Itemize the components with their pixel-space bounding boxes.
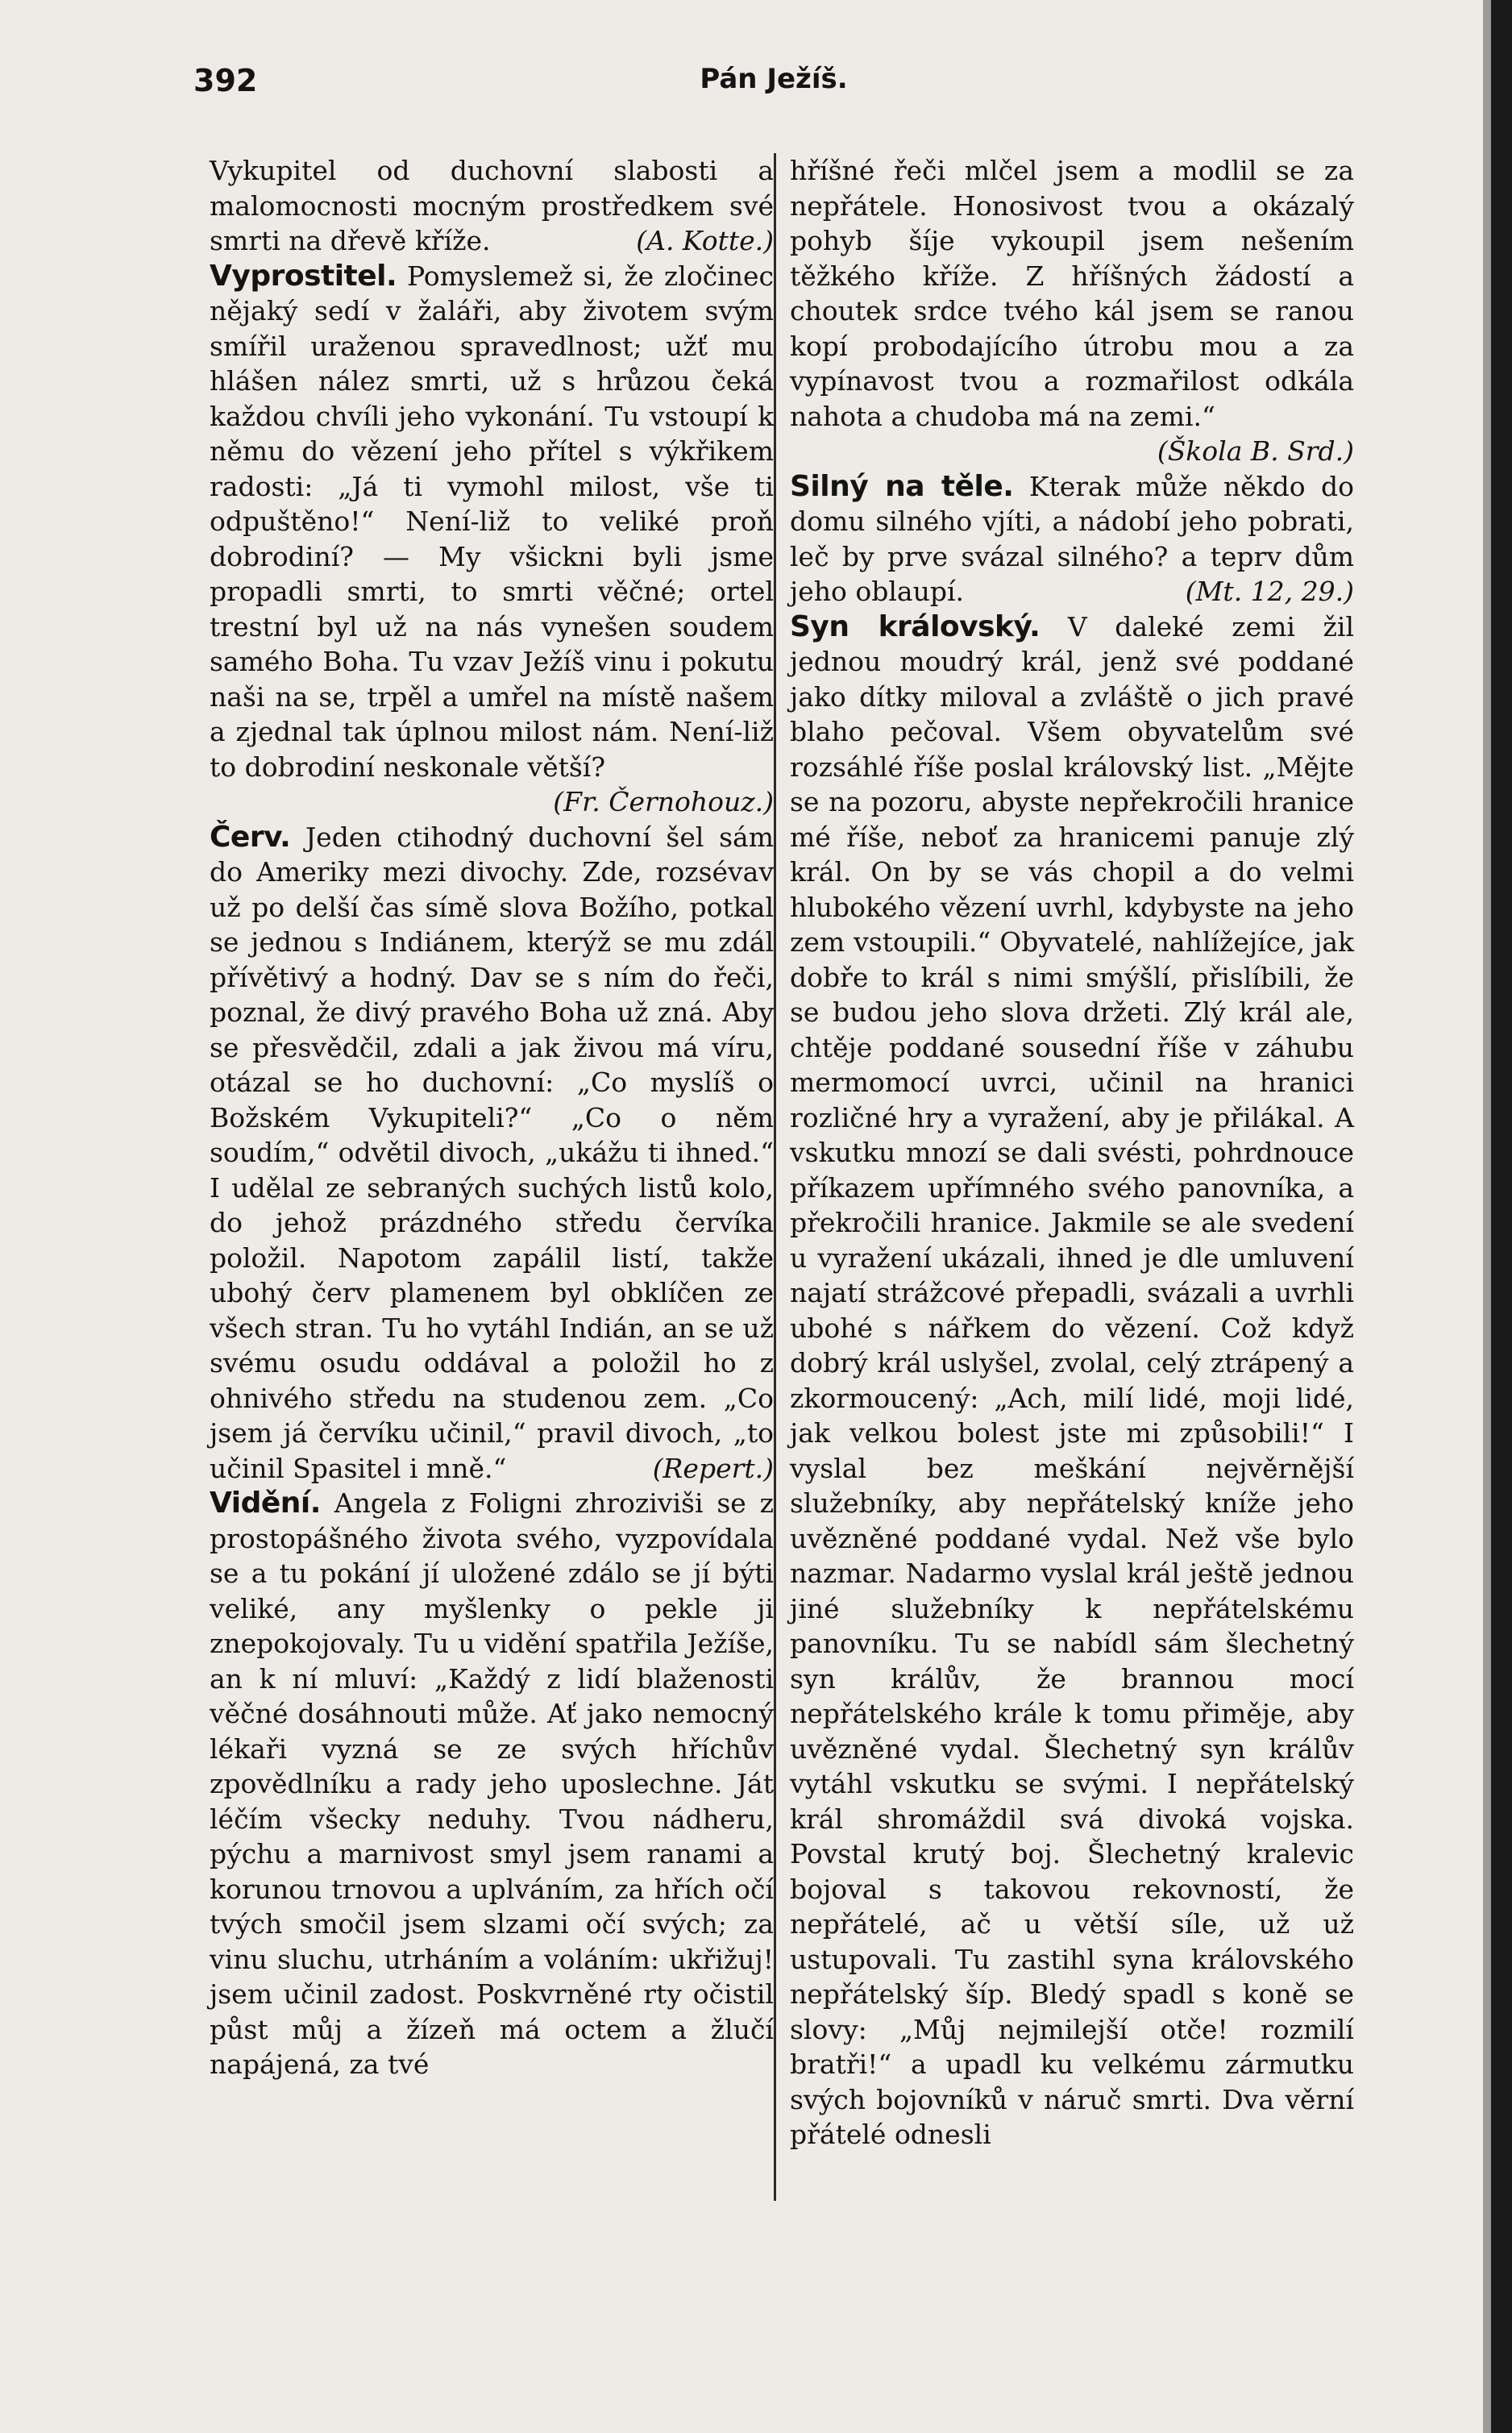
entry-source: (A. Kotte.) (636, 225, 774, 256)
left-column (210, 153, 774, 2082)
entry-term: Vidění. (210, 1487, 321, 1520)
entry-source: (Mt. 12, 29.) (1185, 576, 1354, 607)
entry-term: Červ. (210, 820, 291, 854)
entry-paragraph (790, 153, 1354, 467)
entry-source: (Škola B. Srd.) (1157, 435, 1354, 467)
entry-text: Angela z Foligni zhroziviši se z prostopášného života svého, vyzpovídala se a tu pokání jí uložené zdálo se jí býti veliké, any myšlenky o pekle ji znepokojovaly. Tu u vidění spatřila Ježíše, an k ní mluví: „Každý z lidí blaženosti věčné dosáhnouti může. Ať jako nemocný lékaři vyzná se ze svých hříchův zpovědlníku a rady jeho uposlechne. Ját léčím všecky neduhy. Tvou nádheru, pýchu a marnivost smyl jsem ranami a korunou trnovou a uplváním, za hřích očí tvých smočil jsem slzami očí svých; za vinu sluchu, utrháním a voláním: ukřižuj! jsem učinil zadost. Poskvrněné rty očistil půst můj a žízeň má octem a žlučí napájená, za tvé (210, 1487, 775, 2080)
page-edge-shadow (1483, 0, 1491, 2433)
running-head: Pán Ježíš. (700, 63, 848, 95)
entry-text: Kterak může někdo do domu silného vjíti, a nádobí jeho pobrati, leč by prve svázal silného? a teprv dům jeho oblaupí. (790, 470, 1354, 607)
right-column (790, 153, 1354, 2152)
entry-term: Syn královský. (790, 609, 1041, 643)
scan-border (1491, 0, 1512, 2433)
entry-text: Vykupitel od duchovní slabosti a malomocnosti mocným prostředkem své smrti na dřevě kříže. (210, 155, 774, 256)
entry-source: (Repert.) (652, 1452, 774, 1484)
entry-paragraph (790, 609, 1354, 2152)
column-divider (774, 153, 776, 2201)
entry-paragraph (210, 820, 774, 1487)
entry-paragraph (210, 1486, 774, 2082)
entry-text: Pomyslemež si, že zločinec nějaký sedí v žaláři, aby životem svým smířil uraženou spravedlnost; užť mu hlášen nález smrti, už s hrůzou čeká každou chvíli jeho vykonání. Tu vstoupí k němu do vězení jeho přítel s výkřikem radosti: „Já ti vymohl milost, vše ti odpuštěno!“ Není-liž to veliké proň dobrodiní? — My všickni byli jsme propadli smrti, to smrti věčné; ortel trestní byl už na nás vynešen soudem samého Boha. Tu vzav Ježíš vinu i pokutu naši na se, trpěl a umřel na místě našem a zjednal tak úplnou milost nám. Není-liž to dobrodiní neskonale větší? (210, 260, 774, 783)
entry-paragraph (210, 153, 774, 259)
entry-term: Silný na těle. (790, 469, 1014, 503)
entry-paragraph (210, 259, 774, 817)
entry-text: Jeden ctihodný duchovní šel sám do Ameriky mezi divochy. Zde, rozsévav už po delší čas símě slova Božího, potkal se jednou s Indiánem, kterýž se mu zdál přívětivý a hodný. Dav se s ním do řeči, poznal, že divý pravého Boha už zná. Aby se přesvědčil, zdali a jak živou má víru, otázal se ho duchovní: „Co myslíš o Božském Vykupiteli?“ „Co o něm soudím,“ odvětil divoch, „ukážu ti ihned.“ I udělal ze sebraných suchých listů kolo, do jehož prázdného středu červíka položil. Napotom zapálil listí, takže ubohý červ plamenem byl obklíčen ze všech stran. Tu ho vytáhl Indián, an se už svému osudu oddával a položil ho z ohnivého středu na studenou zem. „Co jsem já červíku učinil,“ pravil divoch, „to učinil Spasitel i mně.“ (210, 821, 774, 1484)
page-number: 392 (193, 63, 258, 98)
entry-text: V daleké zemi žil jednou moudrý král, jenž své poddané jako dítky miloval a zvláště o jich pravé blaho pečoval. Všem obyvatelům své rozsáhlé říše poslal královský list. „Mějte se na pozoru, abyste nepřekročili hranice mé říše, neboť za hranicemi panuje zlý král. On by se vás chopil a do velmi hlubokého vězení uvrhl, kdybyste na jeho zem vstoupili.“ Obyvatelé, nahlížejíce, jak dobře to král s nimi smýšlí, přislíbili, že se budou jeho slova držeti. Zlý král ale, chtěje poddané sousední říše v záhubu mermomocí uvrci, učinil na hranici rozličné hry a vyražení, aby je přilákal. A vskutku mnozí se dali svésti, pohrdnouce příkazem upřímného svého panovníka, a překročili hranice. Jakmile se ale svedení u vyražení ukázali, ihned je dle umluvení najatí strážcové přepadli, svázali a uvrhli ubohé s nářkem do vězení. Což když dobrý král uslyšel, zvolal, celý ztrápený a zkormoucený: „Ach, milí lidé, moji lidé, jak velkou bolest jste mi způsobili!“ I vyslal bez meškání nejvěrnější služebníky, aby nepřátelský kníže jeho uvězněné poddané vydal. Než vše bylo nazmar. Nadarmo vyslal král ještě jednou jiné služebníky k nepřátelskému panovníku. Tu se nabídl sám šlechetný syn králův, že brannou mocí nepřátelského krále k tomu přiměje, aby uvězněné vydal. Šlechetný syn králův vytáhl vskutku se svými. I nepřátelský král shromáždil svá divoká vojska. Povstal krutý boj. Šlechetný kralevic bojoval s takovou rekovností, že nepřátelé, ač u větší síle, už už ustupovali. Tu zastihl syna královského nepřátelský šíp. Bledý spadl s koně se slovy: „Můj nejmilejší otče! rozmilí bratři!“ a upadl ku velkému zármutku svých bojovníků v náruč smrti. Dva věrní přátelé odnesli (790, 610, 1354, 2150)
entry-source: (Fr. Černohouz.) (553, 786, 774, 817)
page-header (193, 63, 1354, 111)
entry-text: hříšné řeči mlčel jsem a modlil se za nepřátele. Honosivost tvou a okázalý pohyb šíje vykoupil jsem nešením těžkého kříže. Z hříšných žádostí a choutek srdce tvého kál jsem se ranou kopí probodajícího útrobu mou a za vypínavost tvou a rozmařilost odkála nahota a chudoba má na zemi.“ (790, 155, 1354, 432)
entry-paragraph (790, 469, 1354, 609)
entry-term: Vyprostitel. (210, 259, 397, 293)
